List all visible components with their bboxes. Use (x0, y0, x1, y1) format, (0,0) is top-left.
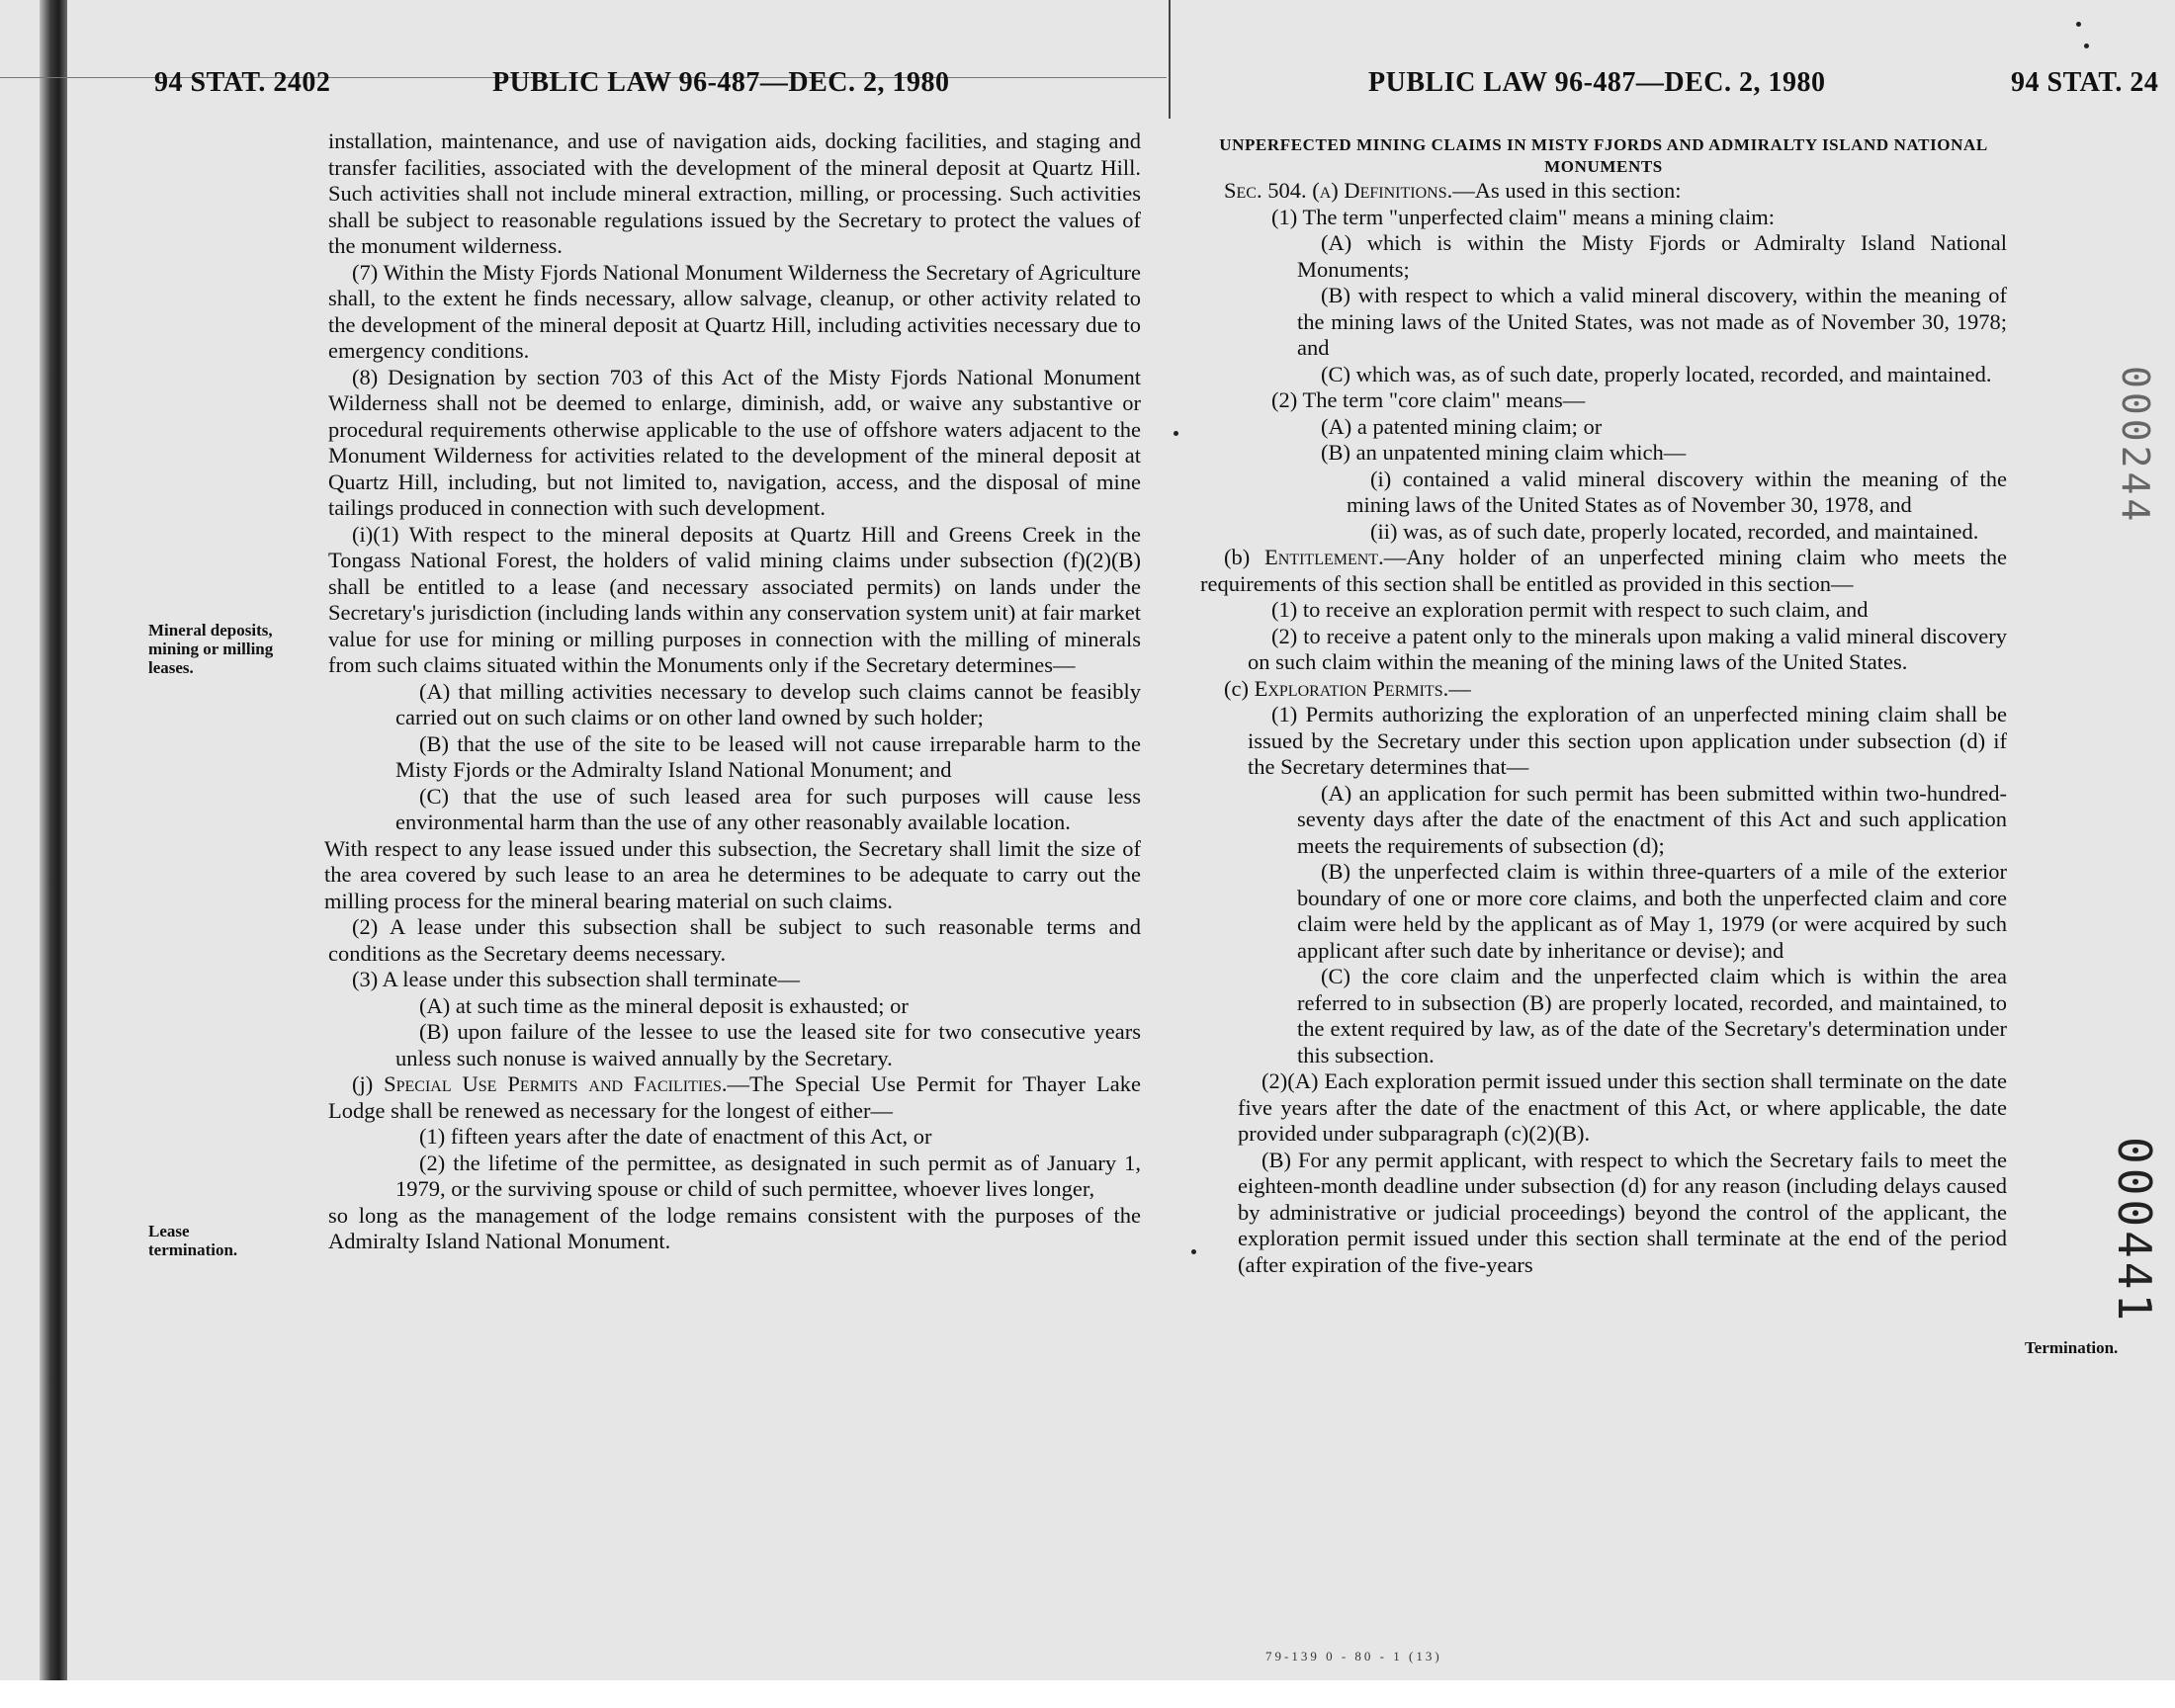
subsection-c-dash: .— (1442, 675, 1471, 701)
definition-2-a: (A) a patented mining claim; or (1321, 413, 1603, 439)
scan-speck (1191, 1249, 1196, 1254)
sec-heading: Definitions (1344, 178, 1447, 203)
scan-speck (2076, 22, 2081, 27)
paragraph-i1-a: (A) that milling activities necessary to develop such claims cannot be feasibly carried out on such claims or on other land owned by such holder; (395, 678, 1141, 729)
definition-1-c: (C) which was, as of such date, properly located, recorded, and maintained. (1321, 361, 1992, 386)
subsection-c-label: (c) (1224, 675, 1255, 701)
subsection-c-2-a: (2)(A) Each exploration permit issued under this section shall terminate on the date five years after the date of the enactment of this Act, or where applicable, the date provided under subparagraph (c)(2)(B). (1238, 1068, 2007, 1146)
subsection-b-1: (1) to receive an exploration permit with respect to such claim, and (1271, 597, 1869, 622)
definition-2-b-ii: (ii) was, as of such date, properly located, recorded, and maintained. (1370, 518, 1979, 544)
section-title: UNPERFECTED MINING CLAIMS IN MISTY FJORDS AND ADMIRALTY ISLAND NATIONAL MONUMENTS (1219, 135, 1988, 176)
paragraph-i1: (i)(1) With respect to the mineral deposits at Quartz Hill and Greens Creek in the Tongass National Forest, the holders of valid mining claims under subsection (f)(2)(B) shall be entitled to a lease (and necessary associated permits) on lands under the Secretary's jurisdiction (including lands within any conservation system unit) at fair market value for use for mining or milling purposes in connection with the milling of minerals from such claims situated within the Monuments only if the Secretary determines— (328, 521, 1141, 677)
scan-bottom-margin (0, 1680, 2175, 1708)
paragraph-j-heading: Special Use Permits and Facilities (384, 1071, 722, 1096)
subsection-c-2-b: (B) For any permit applicant, with respect to which the Secretary fails to meet the eighteen-month deadline under subsection (d) for any reason (including delays caused by administrative or judicial proceedings) beyond the control of the applicant, the exploration permit issued under this section shall terminate at the end of the period (after expiration of the five-years (1238, 1147, 2007, 1277)
page-fold-line (1169, 0, 1171, 119)
subsection-c-heading: Exploration Permits (1254, 675, 1443, 701)
definition-2-b-i: (i) contained a valid mineral discovery within the meaning of the mining laws of the United States as of November 30, 1978, and (1347, 466, 2007, 517)
paragraph-j-lead: (j) (352, 1071, 385, 1096)
sec-504-a (1200, 178, 2007, 205)
printer-footer-mark: 79-139 0 - 80 - 1 (13) (1265, 1649, 1442, 1664)
subsection-c-1: (1) Permits authorizing the exploration of an unperfected mining claim shall be issued by the Secretary under this section upon application under subsection (d) if the Secretary determines that— (1248, 702, 2007, 779)
subsection-b (1200, 545, 2007, 597)
definition-1: (1) The term "unperfected claim" means a mining claim: (1271, 204, 1776, 229)
paragraph-continued: installation, maintenance, and use of navigation aids, docking facilities, and staging and transfer facilities, associated with the development of the mineral deposit at Quartz Hill. Such activities shall not include mineral extraction, milling, or processing. Such activities shall be subject to reasonable regulations issued by the Secretary to protect the values of the monument wilderness. (328, 128, 1141, 258)
subsection-b-text: .—Any holder of an unperfected mining claim who meets the requirements of this section shall be entitled as provided in this section— (1200, 545, 2007, 596)
definition-2: (2) The term "core claim" means— (1271, 387, 1586, 412)
paragraph-j-tail: so long as the management of the lodge remains consistent with the purposes of the Admiralty Island National Monument. (328, 1202, 1141, 1253)
left-text-column (324, 128, 1141, 1255)
definition-1-b: (B) with respect to which a valid mineral discovery, within the meaning of the mining laws of the United States, was not made as of November 30, 1978; and (1297, 283, 2007, 360)
control-stamp-upper: 000244 (2114, 366, 2157, 526)
paragraph-i3-a: (A) at such time as the mineral deposit is exhausted; or (419, 992, 909, 1018)
left-running-head: PUBLIC LAW 96-487—DEC. 2, 1980 (492, 67, 950, 98)
paragraph-j-2: (2) the lifetime of the permittee, as designated in such permit as of January 1, 1979, or the surviving spouse or child of such permittee, whoever lives longer, (395, 1150, 1141, 1201)
margin-note-lease-termination: Lease termination. (148, 1222, 238, 1259)
scan-speck (2084, 43, 2089, 48)
paragraph-i3: (3) A lease under this subsection shall terminate— (352, 967, 801, 991)
subsection-c-1-b: (B) the unperfected claim is within three-quarters of a mile of the exterior boundary of one or more core claims, and both the unperfected claim and core claim were held by the applicant as of May 1, 1979 (or were acquired by such applicant after such date by inheritance or devise); and (1297, 859, 2007, 963)
paragraph-7: (7) Within the Misty Fjords National Monument Wilderness the Secretary of Agriculture shall, to the extent he finds necessary, allow salvage, cleanup, or other activity related to the development of the mineral deposit at Quartz Hill, including activities necessary due to emergency conditions. (328, 259, 1141, 363)
subsection-c-1-c: (C) the core claim and the unperfected claim which is within the area referred to in subsection (B) are properly located, recorded, and maintained, to the extent required by law, as of the date of the Secretary's determination under this subsection. (1297, 964, 2007, 1068)
book-spine-shadow (40, 0, 67, 1680)
paragraph-i2: (2) A lease under this subsection shall be subject to such reasonable terms and conditions as the Secretary deems necessary. (328, 914, 1141, 966)
paragraph-8: (8) Designation by section 703 of this Act of the Misty Fjords National Monument Wilderness shall not be deemed to enlarge, diminish, add, or waive any substantive or procedural requirements otherwise applicable to the use of offshore waters adjacent to the Monument Wilderness for activities related to the development of the mineral deposit at Quartz Hill, including, but not limited to, navigation, access, and the disposal of mine tailings produced in connection with such development. (328, 364, 1141, 520)
subsection-b-2: (2) to receive a patent only to the minerals upon making a valid mineral discovery on such claim within the meaning of the mining laws of the United States. (1248, 623, 2007, 674)
paragraph-i1-c: (C) that the use of such leased area for such purposes will cause less environmental harm than the use of any other reasonably available location. (395, 783, 1141, 834)
subsection-b-label: (b) (1224, 545, 1265, 569)
sec-intro: .—As used in this section: (1446, 178, 1682, 203)
paragraph-i3-b: (B) upon failure of the lessee to use the leased site for two consecutive years unless such nonuse is waived annually by the Secretary. (395, 1019, 1141, 1070)
definition-1-a: (A) which is within the Misty Fjords or Admiralty Island National Monuments; (1297, 230, 2007, 282)
margin-note-termination: Termination. (2025, 1338, 2119, 1357)
left-stat-reference: 94 STAT. 2402 (154, 67, 331, 98)
paragraph-i1-b: (B) that the use of the site to be leased will not cause irreparable harm to the Misty Fjords or the Admiralty Island National Monument; and (395, 730, 1141, 782)
subsection-c-1-a: (A) an application for such permit has been submitted within two-hundred-seventy days after the date of the enactment of this Act and such application meets the requirements of subsection (d); (1297, 780, 2007, 858)
subsection-b-heading: Entitlement (1264, 545, 1379, 569)
scan-speck (1174, 431, 1178, 436)
subsection-c (1200, 676, 2007, 703)
paragraph-j-1: (1) fifteen years after the date of enactment of this Act, or (419, 1124, 932, 1149)
right-stat-reference: 94 STAT. 24 (2011, 67, 2159, 98)
right-running-head: PUBLIC LAW 96-487—DEC. 2, 1980 (1368, 67, 1826, 98)
control-stamp-lower: 000441 (2108, 1137, 2161, 1325)
paragraph-j (328, 1071, 1141, 1124)
margin-note-mineral-leases: Mineral deposits, mining or milling leases. (148, 621, 274, 677)
definition-2-b: (B) an unpatented mining claim which— (1321, 440, 1687, 465)
sec-label: Sec. 504. (a) (1224, 178, 1345, 203)
paragraph-j-text: .—The Special Use Permit for Thayer Lake Lodge shall be renewed as necessary for the longest of either— (328, 1071, 1141, 1123)
paragraph-i1-tail: With respect to any lease issued under this subsection, the Secretary shall limit the size of the area covered by such lease to an area he determines to be adequate to carry out the milling process for the mineral bearing material on such claims. (324, 835, 1141, 913)
right-text-column (1200, 134, 2007, 1278)
